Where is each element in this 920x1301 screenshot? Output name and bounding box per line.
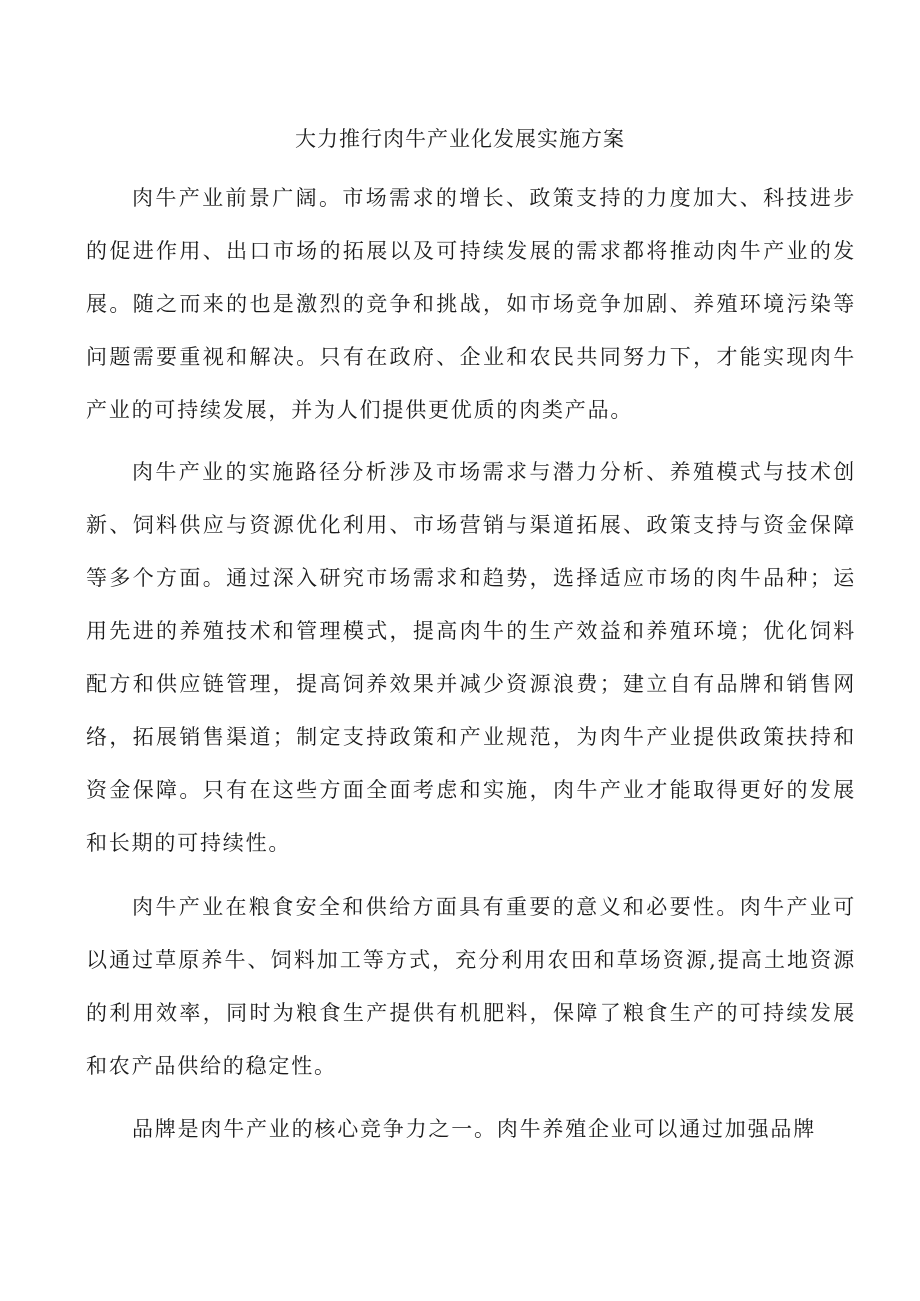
paragraph-1: 肉牛产业前景广阔。市场需求的增长、政策支持的力度加大、科技进步的促进作用、出口市场的拓展以及可持续发展的需求都将推动肉牛产业的发展。随之而来的也是激烈的竞争和挑战，如市场竞争加剧、养殖环境污染等问题需要重视和解决。只有在政府、企业和农民共同努力下，才能实现肉牛产业的可持续发展，并为人们提供更优质的肉类产品。 [86,186,856,422]
paragraph-4: 品牌是肉牛产业的核心竞争力之一。肉牛养殖企业可以通过加强品牌 [132,1117,816,1141]
paragraph-3: 肉牛产业在粮食安全和供给方面具有重要的意义和必要性。肉牛产业可以通过草原养牛、饲料加工等方式，充分利用农田和草场资源,提高土地资源的利用效率，同时为粮食生产提供有机肥料，保障了粮食生产的可持续发展和农产品供给的稳定性。 [86,895,856,1078]
paragraph-2: 肉牛产业的实施路径分析涉及市场需求与潜力分析、养殖模式与技术创新、饲料供应与资源优化利用、市场营销与渠道拓展、政策支持与资金保障等多个方面。通过深入研究市场需求和趋势，选择适应市场的肉牛品种；运用先进的养殖技术和管理模式，提高肉牛的生产效益和养殖环境；优化饲料配方和供应链管理，提高饲养效果并减少资源浪费；建立自有品牌和销售网络，拓展销售渠道；制定支持政策和产业规范，为肉牛产业提供政策扶持和资金保障。只有在这些方面全面考虑和实施，肉牛产业才能取得更好的发展和长期的可持续性。 [86,460,856,855]
document-title: 大力推行肉牛产业化发展实施方案 [295,127,625,151]
